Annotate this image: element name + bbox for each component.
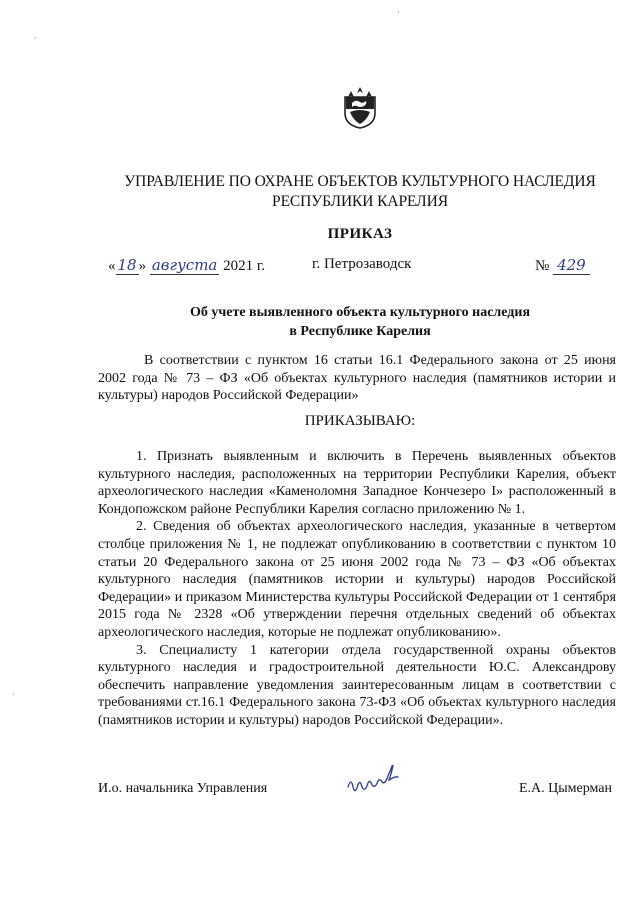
- document-date: [108, 256, 265, 275]
- date-open-quote: «: [108, 258, 116, 274]
- document-type-heading: ПРИКАЗ: [327, 226, 393, 242]
- order-item-3: 3. Специалисту 1 категории отдела государственной охраны объектов культурного наследия и градостроительной деятельности Ю.С. Александрову обеспечить направление уведомления заинтересованным лицам в соответствии с требованиями ст.16.1 Федерального закона 73-ФЗ «Об объектах культурного наследия (памятников истории и культуры) народов Российской Федерации».: [98, 642, 616, 728]
- signer-position: И.о. начальника Управления: [98, 781, 268, 796]
- preamble-paragraph: [98, 352, 616, 405]
- organization-title-line2: РЕСПУБЛИКИ КАРЕЛИЯ: [272, 193, 448, 210]
- preamble-text: В соответствии с пунктом 16 статьи 16.1 Федерального закона от 25 июня 2002 года № 73 – ФЗ «Об объектах культурного наследия (памятников истории и культуры) народов Российской Федерации»: [98, 353, 616, 404]
- karelia-coat-of-arms-icon: [341, 85, 379, 129]
- organization-title-line1: УПРАВЛЕНИЕ ПО ОХРАНЕ ОБЪЕКТОВ КУЛЬТУРНОГО НАСЛЕДИЯ: [124, 173, 596, 190]
- date-close-quote: »: [138, 258, 147, 274]
- subject-line2: в Республике Карелия: [289, 324, 431, 339]
- date-day: 18: [117, 256, 137, 274]
- signer-name: Е.А. Цымерман: [519, 781, 613, 796]
- scan-speck: ·: [12, 690, 15, 699]
- subject-line1: Об учете выявленного объекта культурного наследия: [189, 305, 531, 320]
- order-item-1: 1. Признать выявленным и включить в Перечень выявленных объектов культурного наследия, расположенных на территории Республики Карелия, объект археологического наследия «Каменоломня Западное Кончезеро I» расположенный в Кондопожском районе Республики Карелия согласно приложению № 1.: [98, 449, 616, 517]
- handwritten-signature: [344, 765, 424, 801]
- order-item-2: 2. Сведения об объектах археологического наследия, указанные в четвертом столбце приложения № 1, не подлежат опубликованию в соответствии с пунктом 10 статьи 20 Федерального закона от 25 июня 2002 года № 73 – ФЗ «Об объектах культурного наследия (памятников истории и культуры) народов Российской Федерации» и приказом Министерства культуры Российской Федерации от 1 сентября 2015 года № 2328 «Об утверждении перечня отдельных сведений об объектах археологического наследия, которые не подлежат опубликованию».: [98, 519, 616, 640]
- order-items: [98, 448, 616, 730]
- order-heading: ПРИКАЗЫВАЮ:: [304, 413, 416, 429]
- scan-speck: ·: [397, 8, 400, 17]
- document-number: [535, 256, 590, 275]
- scan-speck: ·: [34, 34, 37, 43]
- number-prefix: №: [535, 258, 550, 274]
- number-value: 429: [553, 256, 590, 275]
- date-year: 2021 г.: [223, 258, 266, 274]
- document-subject: [90, 303, 630, 341]
- organization-title: [90, 172, 630, 212]
- date-month: августа: [151, 256, 218, 274]
- document-city: г. Петрозаводск: [312, 256, 412, 272]
